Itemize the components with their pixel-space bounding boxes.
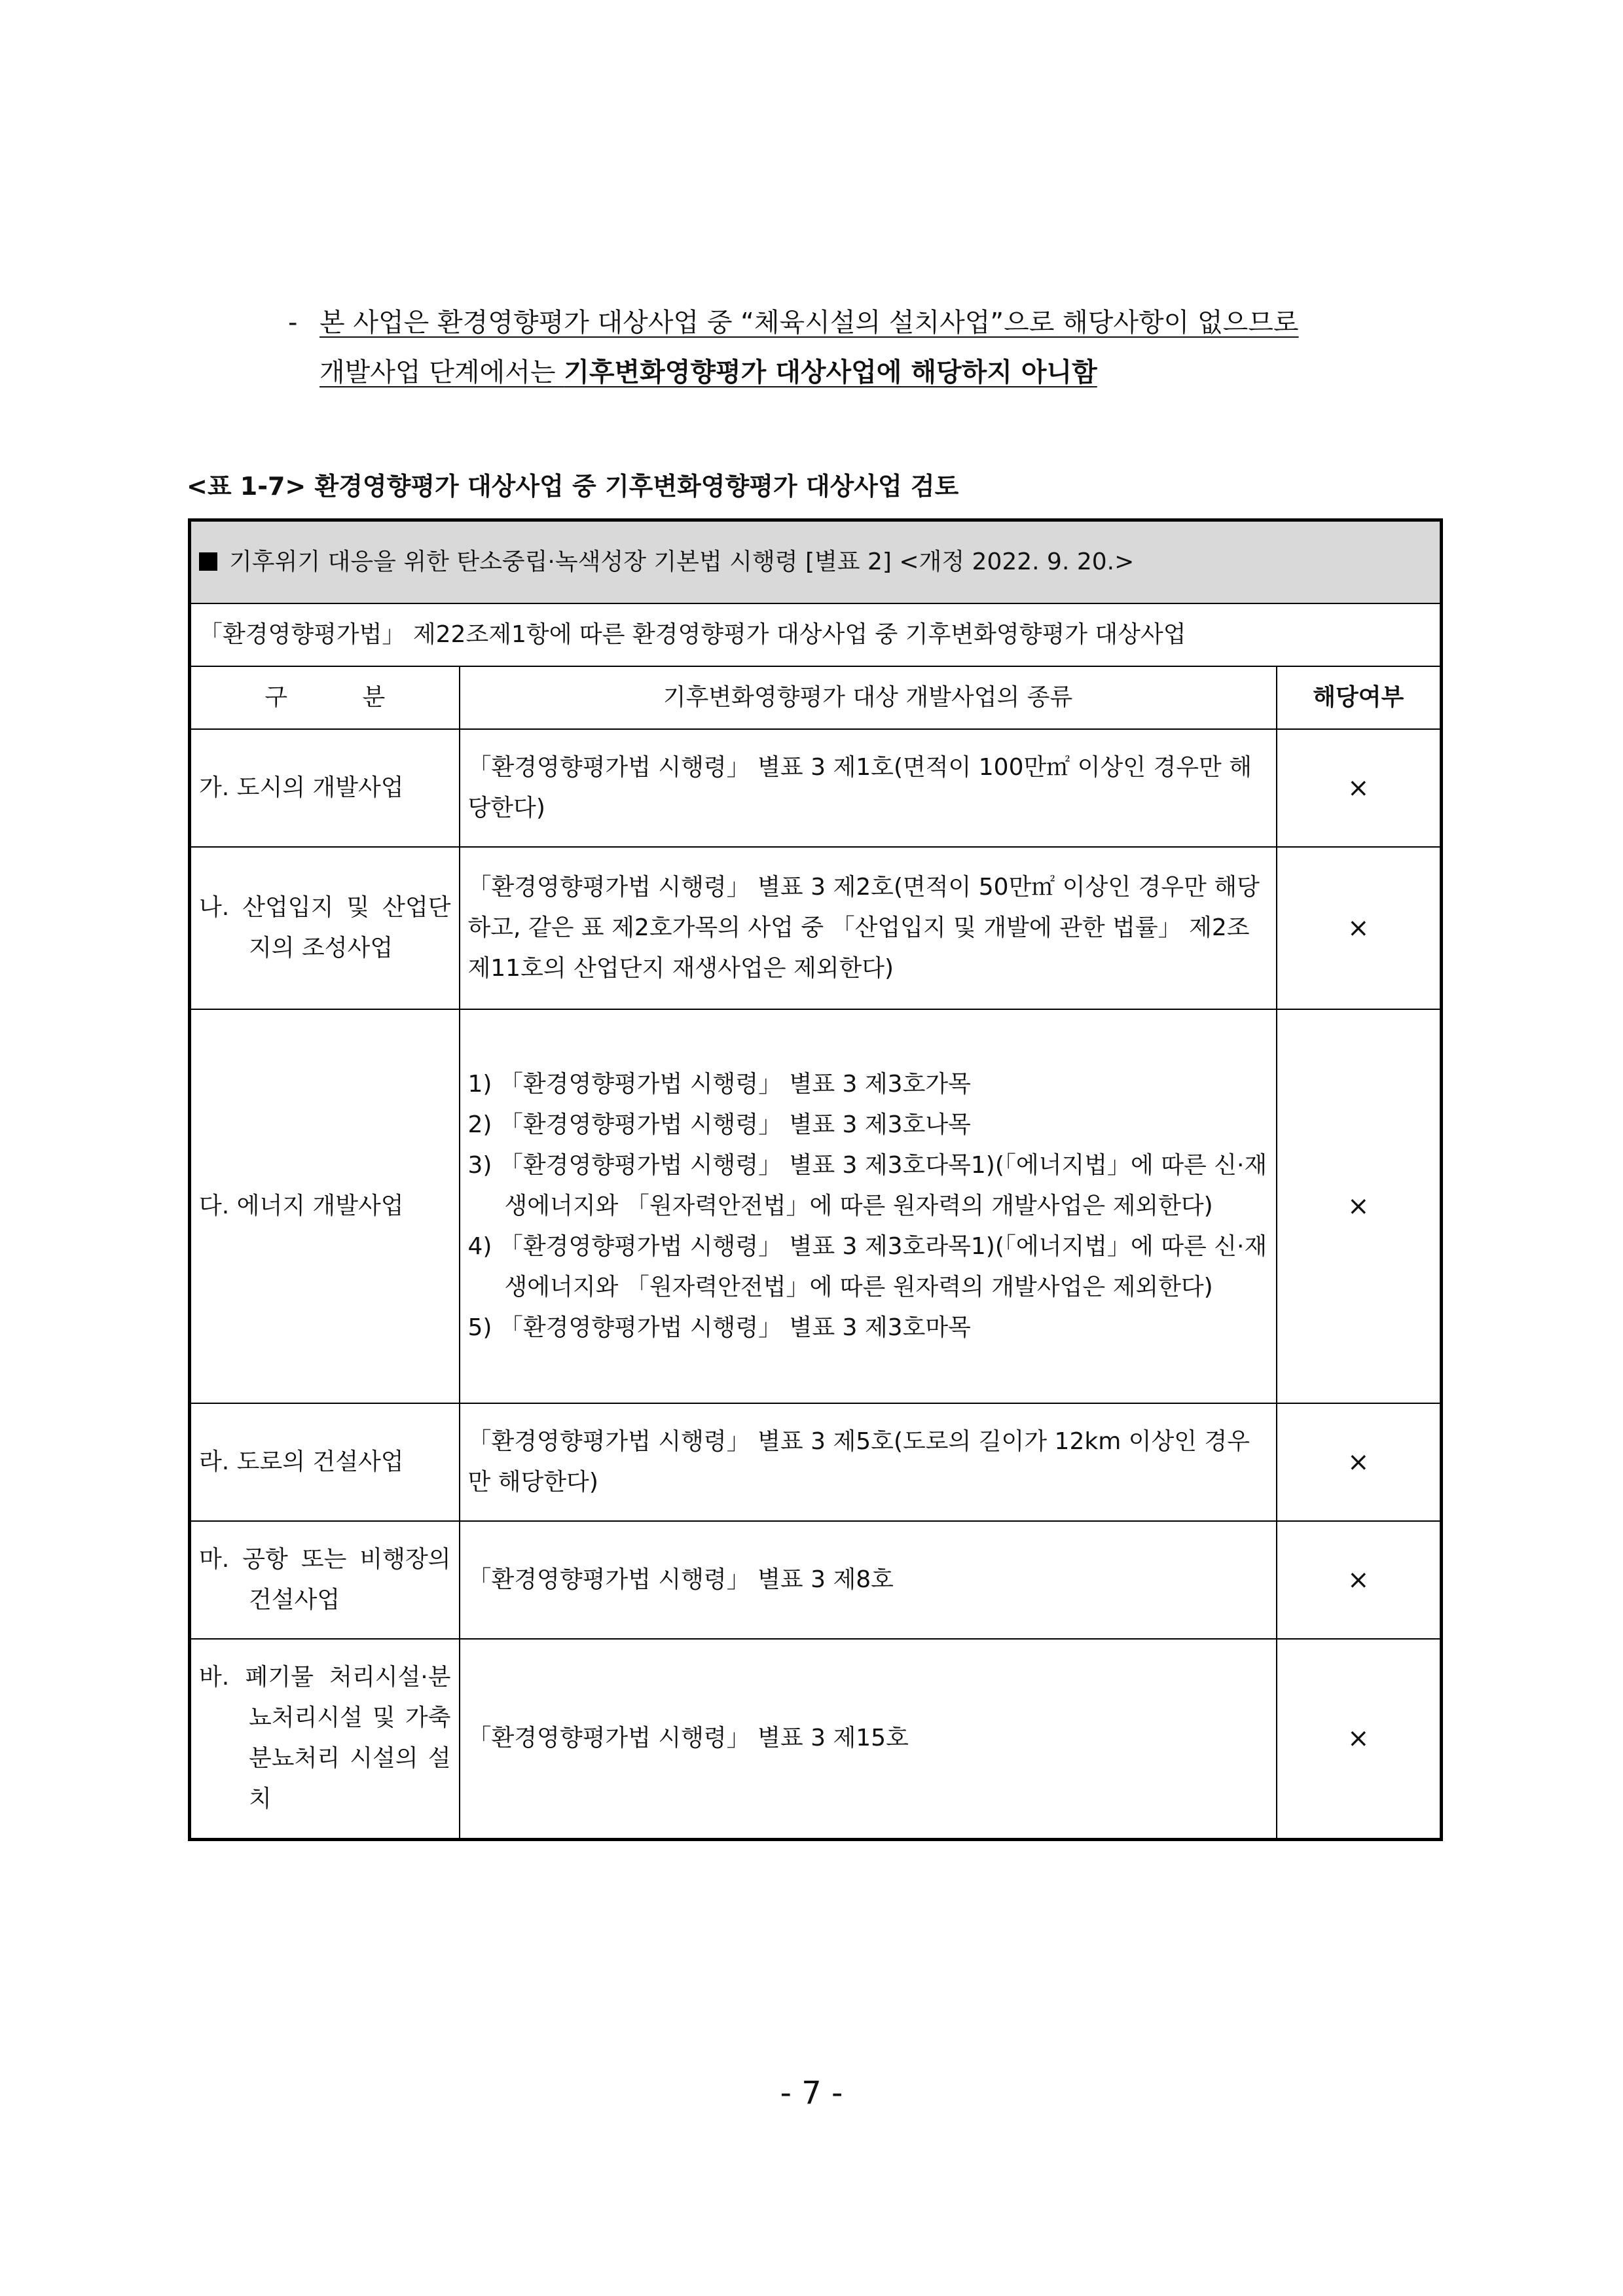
category-text: 마. 공항 또는 비행장의 건설사업	[199, 1546, 451, 1613]
column-header-category	[190, 666, 460, 729]
intro-sentence: 본 사업은 환경영향평가 대상사업 중 “체육시설의 설치사업”으로 해당사항이 없으므로	[319, 308, 1299, 338]
category-text: 바. 폐기물 처리시설·분뇨처리시설 및 가축분뇨처리 시설의 설치	[199, 1664, 451, 1813]
applicable-mark: ×	[1277, 1009, 1442, 1403]
category-cell	[190, 1639, 460, 1839]
category-text: 다. 에너지 개발사업	[199, 1193, 404, 1219]
intro-paragraph	[288, 298, 1467, 397]
category-cell	[190, 1521, 460, 1639]
description-cell: 「환경영향평가법 시행령」 별표 3 제15호	[460, 1639, 1277, 1839]
table-caption: <표 1-7> 환경영향평가 대상사업 중 기후변화영향평가 대상사업 검토	[187, 472, 959, 501]
column-header-applicable: 해당여부	[1277, 666, 1442, 729]
energy-item-list	[468, 1064, 1268, 1348]
intro-row-cell: 「환경영향평가법」 제22조제1항에 따른 환경영향평가 대상사업 중 기후변화영향평가 대상사업	[190, 603, 1442, 666]
category-cell	[190, 1009, 460, 1403]
intro-conclusion: 기후변화영향평가 대상사업에 해당하지 아니함	[564, 357, 1097, 387]
category-cell	[190, 847, 460, 1009]
list-item: 3) 「환경영향평가법 시행령」 별표 3 제3호다목1)(「에너지법」에 따른 신·재생에너지와 「원자력안전법」에 따른 원자력의 개발사업은 제외한다)	[467, 1152, 1267, 1219]
category-text: 가. 도시의 개발사업	[199, 774, 404, 801]
intro-line-2	[288, 348, 1467, 397]
list-item: 5) 「환경영향평가법 시행령」 별표 3 제3호마목	[467, 1314, 971, 1341]
list-item: 4) 「환경영향평가법 시행령」 별표 3 제3호라목1)(「에너지법」에 따른 신·재생에너지와 「원자력안전법」에 따른 원자력의 개발사업은 제외한다)	[467, 1233, 1267, 1300]
law-header-cell	[190, 520, 1442, 604]
column-header-row	[190, 666, 1442, 729]
list-item: 1) 「환경영향평가법 시행령」 별표 3 제3호가목	[467, 1071, 971, 1098]
description-cell: 「환경영향평가법 시행령」 별표 3 제2호(면적이 50만㎡ 이상인 경우만 해당하고, 같은 표 제2호가목의 사업 중 「산업입지 및 개발에 관한 법률」 제2조제11호의 산업단지 재생사업은 제외한다)	[460, 847, 1277, 1009]
table-row	[190, 1521, 1442, 1639]
category-cell	[190, 729, 460, 847]
column-header-category-text: 구 분	[264, 684, 386, 711]
table-row	[190, 729, 1442, 847]
law-header-row	[190, 520, 1442, 604]
column-header-type: 기후변화영향평가 대상 개발사업의 종류	[460, 666, 1277, 729]
applicable-mark: ×	[1277, 1639, 1442, 1839]
intro-line-1	[288, 298, 1467, 348]
applicable-mark: ×	[1277, 1521, 1442, 1639]
black-square-icon	[199, 552, 217, 571]
list-item: 2) 「환경영향평가법 시행령」 별표 3 제3호나목	[467, 1111, 971, 1138]
page-number: - 7 -	[780, 2075, 843, 2111]
intro-row	[190, 603, 1442, 666]
table-row	[190, 847, 1442, 1009]
bullet-dash: -	[288, 308, 298, 338]
intro-sentence-continued: 개발사업 단계에서는	[319, 357, 564, 387]
applicable-mark: ×	[1277, 1403, 1442, 1521]
description-cell	[460, 1009, 1277, 1403]
applicable-mark: ×	[1277, 729, 1442, 847]
applicable-mark: ×	[1277, 847, 1442, 1009]
review-table	[188, 518, 1443, 1841]
description-cell: 「환경영향평가법 시행령」 별표 3 제8호	[460, 1521, 1277, 1639]
table-row	[190, 1009, 1442, 1403]
table-row	[190, 1403, 1442, 1521]
description-cell: 「환경영향평가법 시행령」 별표 3 제5호(도로의 길이가 12km 이상인 경우만 해당한다)	[460, 1403, 1277, 1521]
category-cell	[190, 1403, 460, 1521]
category-text: 나. 산업입지 및 산업단지의 조성사업	[199, 894, 451, 961]
category-text: 라. 도로의 건설사업	[199, 1448, 404, 1475]
description-cell: 「환경영향평가법 시행령」 별표 3 제1호(면적이 100만㎡ 이상인 경우만 해당한다)	[460, 729, 1277, 847]
law-header-text: 기후위기 대응을 위한 탄소중립·녹색성장 기본법 시행령 [별표 2] <개정 2022. 9. 20.>	[229, 548, 1135, 575]
table-row	[190, 1639, 1442, 1839]
